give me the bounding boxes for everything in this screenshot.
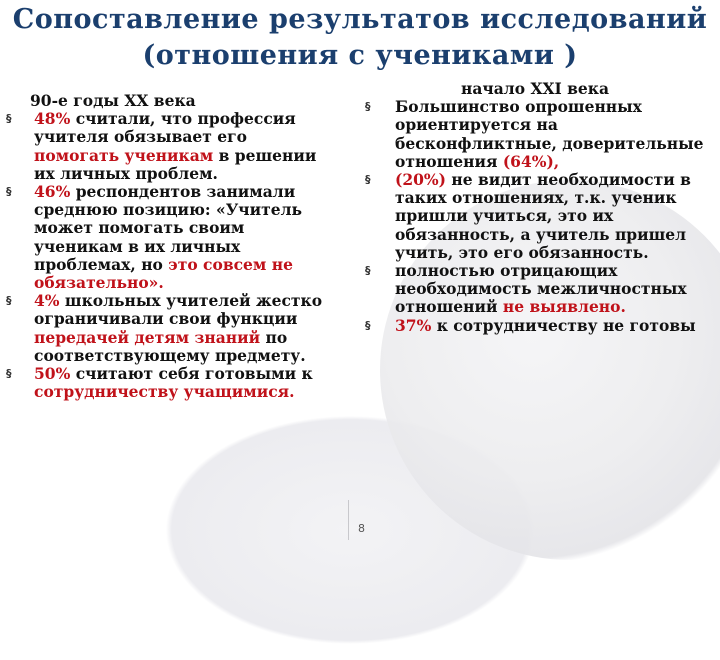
text-line — [395, 171, 720, 189]
text-segment: может помогать своим — [34, 218, 245, 238]
text-line — [34, 128, 360, 146]
text-line — [395, 280, 720, 298]
bullet-icon: § — [365, 173, 371, 187]
text-line — [34, 201, 360, 219]
text-segment: Большинство опрошенных — [395, 97, 642, 117]
text-segment: полностью отрицающих — [395, 261, 618, 281]
text-segment: считают себя готовыми к — [70, 364, 313, 384]
text-segment: пришли учиться, это их — [395, 206, 614, 226]
highlighted-text: 37% — [395, 315, 432, 335]
text-segment: отношения — [395, 151, 503, 171]
page-number: 8 — [358, 522, 365, 535]
text-segment: таких отношениях, т.к. ученик — [395, 188, 677, 208]
text-segment: респондентов занимали — [70, 182, 296, 202]
text-line — [395, 98, 720, 116]
text-line — [34, 219, 360, 237]
left-bullet-item — [6, 292, 360, 365]
text-line — [34, 310, 360, 328]
text-segment: учителя обязывает его — [34, 127, 247, 147]
bullet-icon: § — [6, 112, 12, 126]
text-segment: их личных проблем. — [34, 163, 218, 183]
highlighted-text: передачей детям знаний — [34, 327, 261, 347]
text-segment: по — [260, 327, 288, 347]
text-line — [395, 244, 720, 262]
highlighted-text: обязательно». — [34, 273, 164, 293]
text-line — [395, 116, 720, 134]
text-line — [34, 292, 360, 310]
right-column-heading: начало XXI века — [461, 79, 610, 98]
highlighted-text: сотрудничеству учащимися. — [34, 382, 295, 402]
text-segment: среднюю позицию: «Учитель — [34, 200, 303, 220]
right-bullet-item — [365, 262, 720, 317]
center-divider — [348, 500, 349, 540]
text-segment: учить, это его обязанность. — [395, 242, 649, 262]
bullet-icon: § — [6, 185, 12, 199]
right-bullet-item — [365, 317, 720, 335]
text-line — [395, 226, 720, 244]
left-column-90s — [6, 92, 360, 401]
text-line — [34, 274, 360, 292]
text-line — [395, 298, 720, 316]
text-segment: ограничивали свои функции — [34, 309, 298, 329]
bullet-icon: § — [365, 264, 371, 278]
text-segment: бесконфликтные, доверительные — [395, 133, 704, 153]
text-line — [34, 165, 360, 183]
left-bullet-item — [6, 365, 360, 401]
text-segment: отношений — [395, 297, 503, 317]
highlighted-text: 4% — [34, 291, 60, 311]
left-column-heading: 90-е годы XX века — [30, 91, 196, 110]
bullet-icon: § — [365, 318, 371, 332]
right-bullet-item — [365, 98, 720, 171]
text-segment: ученикам в их личных — [34, 236, 241, 256]
text-line — [395, 207, 720, 225]
text-segment: школьных учителей жестко — [59, 291, 323, 311]
text-segment: необходимость межличностных — [395, 279, 687, 299]
text-segment: проблемах, но — [34, 254, 169, 274]
text-line — [34, 183, 360, 201]
text-line — [34, 347, 360, 365]
highlighted-text: 50% — [34, 364, 71, 384]
text-segment: соответствующему предмету. — [34, 345, 306, 365]
text-line — [395, 262, 720, 280]
text-line — [395, 153, 720, 171]
text-line — [395, 135, 720, 153]
right-bullet-item — [365, 171, 720, 262]
highlighted-text: это совсем не — [168, 254, 293, 274]
text-line — [34, 329, 360, 347]
text-line — [34, 383, 360, 401]
left-bullet-item — [6, 110, 360, 183]
text-line — [34, 238, 360, 256]
highlighted-text: не выявлено. — [502, 297, 626, 317]
right-column-21st-century — [365, 80, 720, 335]
highlighted-text: 46% — [34, 182, 71, 202]
highlighted-text: помогать ученикам — [34, 145, 214, 165]
left-bullet-item — [6, 183, 360, 292]
text-line — [34, 147, 360, 165]
text-segment: не видит необходимости в — [445, 170, 691, 190]
bullet-icon: § — [365, 100, 371, 114]
text-line — [34, 256, 360, 274]
text-segment: считали, что профессия — [70, 109, 296, 129]
text-line — [34, 110, 360, 128]
text-line — [34, 365, 360, 383]
slide-title-line-2: (отношения с учениками ) — [142, 40, 578, 71]
slide-title-line-1: Сопоставление результатов исследований — [12, 4, 708, 35]
bullet-icon: § — [6, 294, 12, 308]
text-line — [395, 317, 720, 335]
highlighted-text: (20%) — [395, 170, 446, 190]
text-segment: ориентируется на — [395, 115, 558, 135]
highlighted-text: 48% — [34, 109, 71, 129]
bullet-icon: § — [6, 367, 12, 381]
text-segment: обязанность, а учитель пришел — [395, 224, 687, 244]
slide-title — [0, 2, 720, 74]
text-line — [395, 189, 720, 207]
text-segment: к сотрудничеству не готовы — [431, 315, 696, 335]
highlighted-text: (64%), — [502, 151, 560, 171]
text-segment: в решении — [213, 145, 317, 165]
